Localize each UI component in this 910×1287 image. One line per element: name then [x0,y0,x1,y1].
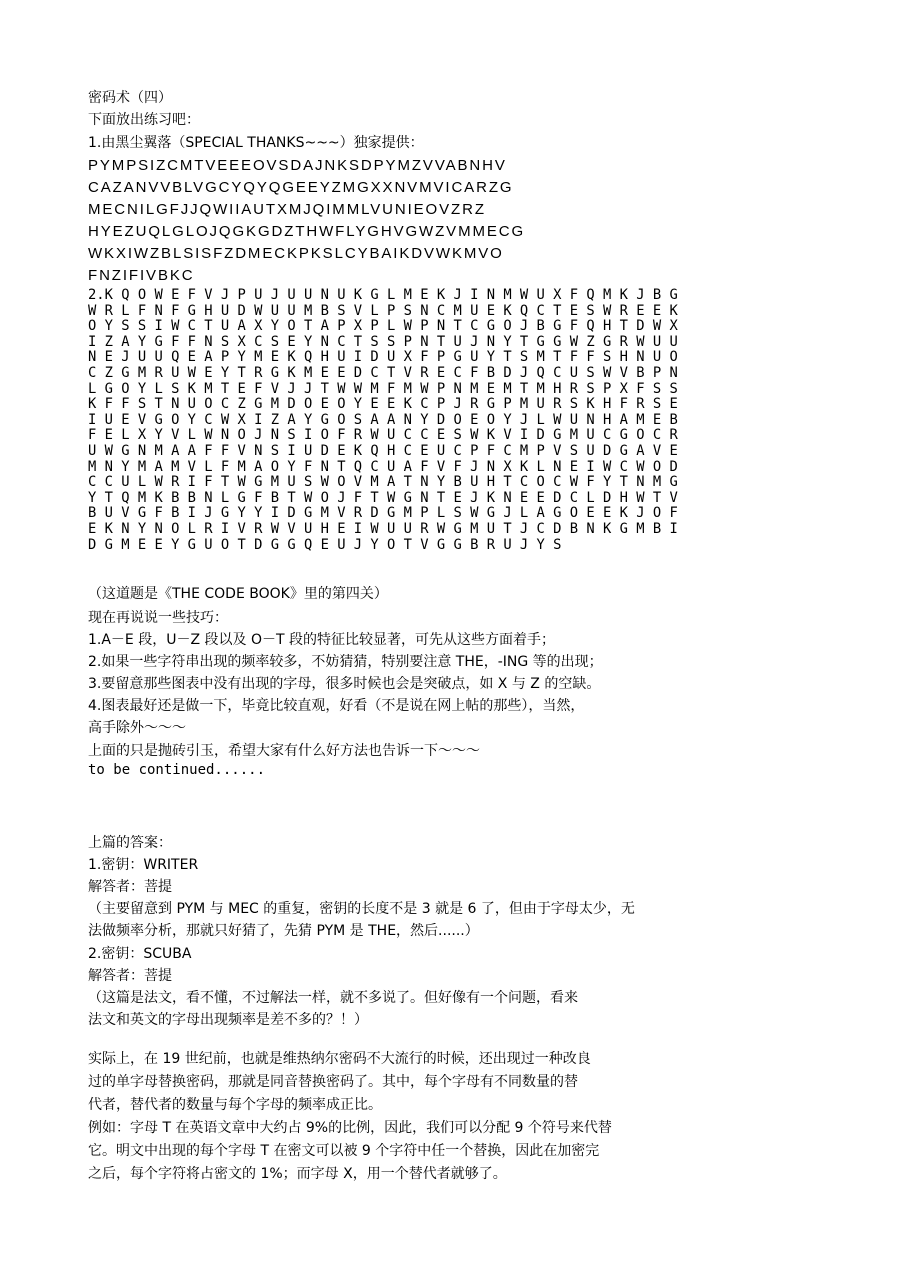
cipher-line: FNZIFIVBKC [88,267,195,284]
answer-1-key: 1.密钥：WRITER [88,857,199,873]
cipher-grid-row: 2.K Q O W E F V J P U J U U N U K G L M E K J I N M W U X F Q M K J B G [88,287,678,303]
body-paragraph-line: 过的单字母替换密码，那就是同音替换密码了。其中，每个字母有不同数量的替 [88,1074,578,1090]
cipher-grid-row: U W G N M A A F F V N S I U D E K Q H C E U C P F C M P V S U D G A V E [88,443,678,459]
cipher-grid-row: O Y S S I W C T U A X Y O T A P X P L W P N T C G O J B G F Q H T D W X [88,318,678,335]
tip-item: 3.要留意那些图表中没有出现的字母，很多时候也会是突破点，如 X 与 Z 的空缺。 [88,676,601,692]
cipher-grid-row: F E L X Y V L W N O J N S I O F R W U C C E S W K V I D G M U C G O C R [88,427,678,444]
cipher-line: MECNILGFJJQWIIAUTXMJQIMMLVUNIEOVZRZ [88,201,486,218]
answer-2-note: （这篇是法文，看不懂，不过解法一样，就不多说了。但好像有一个问题，看来 [88,990,578,1006]
body-paragraph-line: 例如：字母 T 在英语文章中大约占 9%的比例，因此，我们可以分配 9 个符号来代替 [88,1120,612,1136]
answer-2-solver: 解答者：菩提 [88,968,172,984]
tip-item: 4.图表最好还是做一下，毕竟比较直观，好看（不是说在网上帖的那些），当然， [88,698,585,714]
document-title: 密码术（四） [88,90,172,106]
cipher-line: PYMPSIZCMTVEEEOVSDAJNKSDPYMZVVABNHV [88,157,507,174]
cipher-line: HYEZUQLGLOJQGKGDZTHWFLYGHVGWZVMMECG [88,223,526,240]
body-paragraph-line: 代者，替代者的数量与每个字母的频率成正比。 [88,1097,382,1113]
tip-item: 1.A－E 段，U－Z 段以及 O－T 段的特征比较显著，可先从这些方面着手； [88,632,555,648]
cipher-grid-row: L G O Y L S K M T E F V J J T W W M F M W P N M E M T M H R S P X F S S [88,380,678,397]
exercise-2-source-note: （这道题是《THE CODE BOOK》里的第四关） [88,586,388,602]
exercise-1-heading: 1.由黑尘翼落（SPECIAL THANKS~~~）独家提供： [88,135,424,151]
answer-1-note: （主要留意到 PYM 与 MEC 的重复，密钥的长度不是 3 就是 6 了，但由于字母太少，无 [88,901,635,917]
cipher-grid-row: M N Y M A M V L F M A O Y F N T Q C U A F V F J N X K L N E I W C W O D [88,458,678,475]
answers-heading: 上篇的答案： [88,835,172,851]
to-be-continued: to be continued...... [88,762,266,778]
answer-2-key: 2.密钥：SCUBA [88,946,192,962]
closing-text: 上面的只是抛砖引玉，希望大家有什么好方法也告诉一下～～～ [88,743,480,759]
body-paragraph-line: 实际上，在 19 世纪前，也就是维热纳尔密码不大流行的时候，还出现过一种改良 [88,1051,591,1067]
cipher-grid-row: K F F S T N U O C Z G M D O E O Y E E K C P J R G P M U R S K H F R S E [88,396,678,413]
answer-2-note: 法文和英文的字母出现频率是差不多的？！） [88,1012,368,1028]
tip-item: 2.如果一些字符串出现的频率较多，不妨猜猜，特别要注意 THE，-ING 等的出现； [88,654,603,670]
cipher-line: WKXIWZBLSISFZDMECKPKSLCYBAIKDVWKMVO [88,245,504,262]
body-paragraph-line: 它。明文中出现的每个字母 T 在密文可以被 9 个字符中任一个替换，因此在加密完 [88,1143,600,1159]
cipher-grid-row: N E J U U Q E A P Y M E K Q H U I D U X F P G U Y T S M T F F S H N U O [88,349,678,366]
tip-item-continuation: 高手除外～～～ [88,720,186,736]
cipher-grid-row: I Z A Y G F F N S X C S E Y N C T S S P N T U J N Y T G G W Z G R W U U [88,333,678,350]
cipher-grid-row: D G M E E Y G U O T D G G Q E U J Y O T V G G B R U J Y S [88,536,562,553]
cipher-grid-row: W R L F N F G H U D W U U M B S V L P S N C M U E K Q C T E S W R E E K [88,302,678,319]
answer-1-solver: 解答者：菩提 [88,879,172,895]
cipher-grid-row: I U E V G O Y C W X I Z A Y G O S A A N Y D O E O Y J L W U N H A M E B [88,411,678,428]
tips-heading: 现在再说说一些技巧： [88,610,228,626]
cipher-grid-row: E K N Y N O L R I V R W V U H E I W U U R W G M U T J C D B N K G M B I [88,521,678,537]
cipher-grid-row: B U V G F B I J G Y Y I D G M V R D G M P L S W G J L A G O E E K J O F [88,505,678,522]
answer-1-note: 法做频率分析，那就只好猜了，先猜 PYM 是 THE，然后......） [88,923,479,939]
cipher-grid-row: C Z G M R U W E Y T R G K M E E D C T V R E C F B D J Q C U S W V B P N [88,365,678,381]
intro-text: 下面放出练习吧： [88,112,200,128]
cipher-line: CAZANVVBLVGCYQYQGEEYZMGXXNVMVICARZG [88,179,514,196]
cipher-grid-row: C C U L W R I F T W G M U S W O V M A T N Y B U H T C O C W F Y T N M G [88,474,678,491]
body-paragraph-line: 之后，每个字符将占密文的 1%；而字母 X，用一个替代者就够了。 [88,1166,507,1182]
cipher-grid-row: Y T Q M K B B N L G F B T W O J F T W G N T E J K N E E D C L D H W T V [88,489,678,506]
